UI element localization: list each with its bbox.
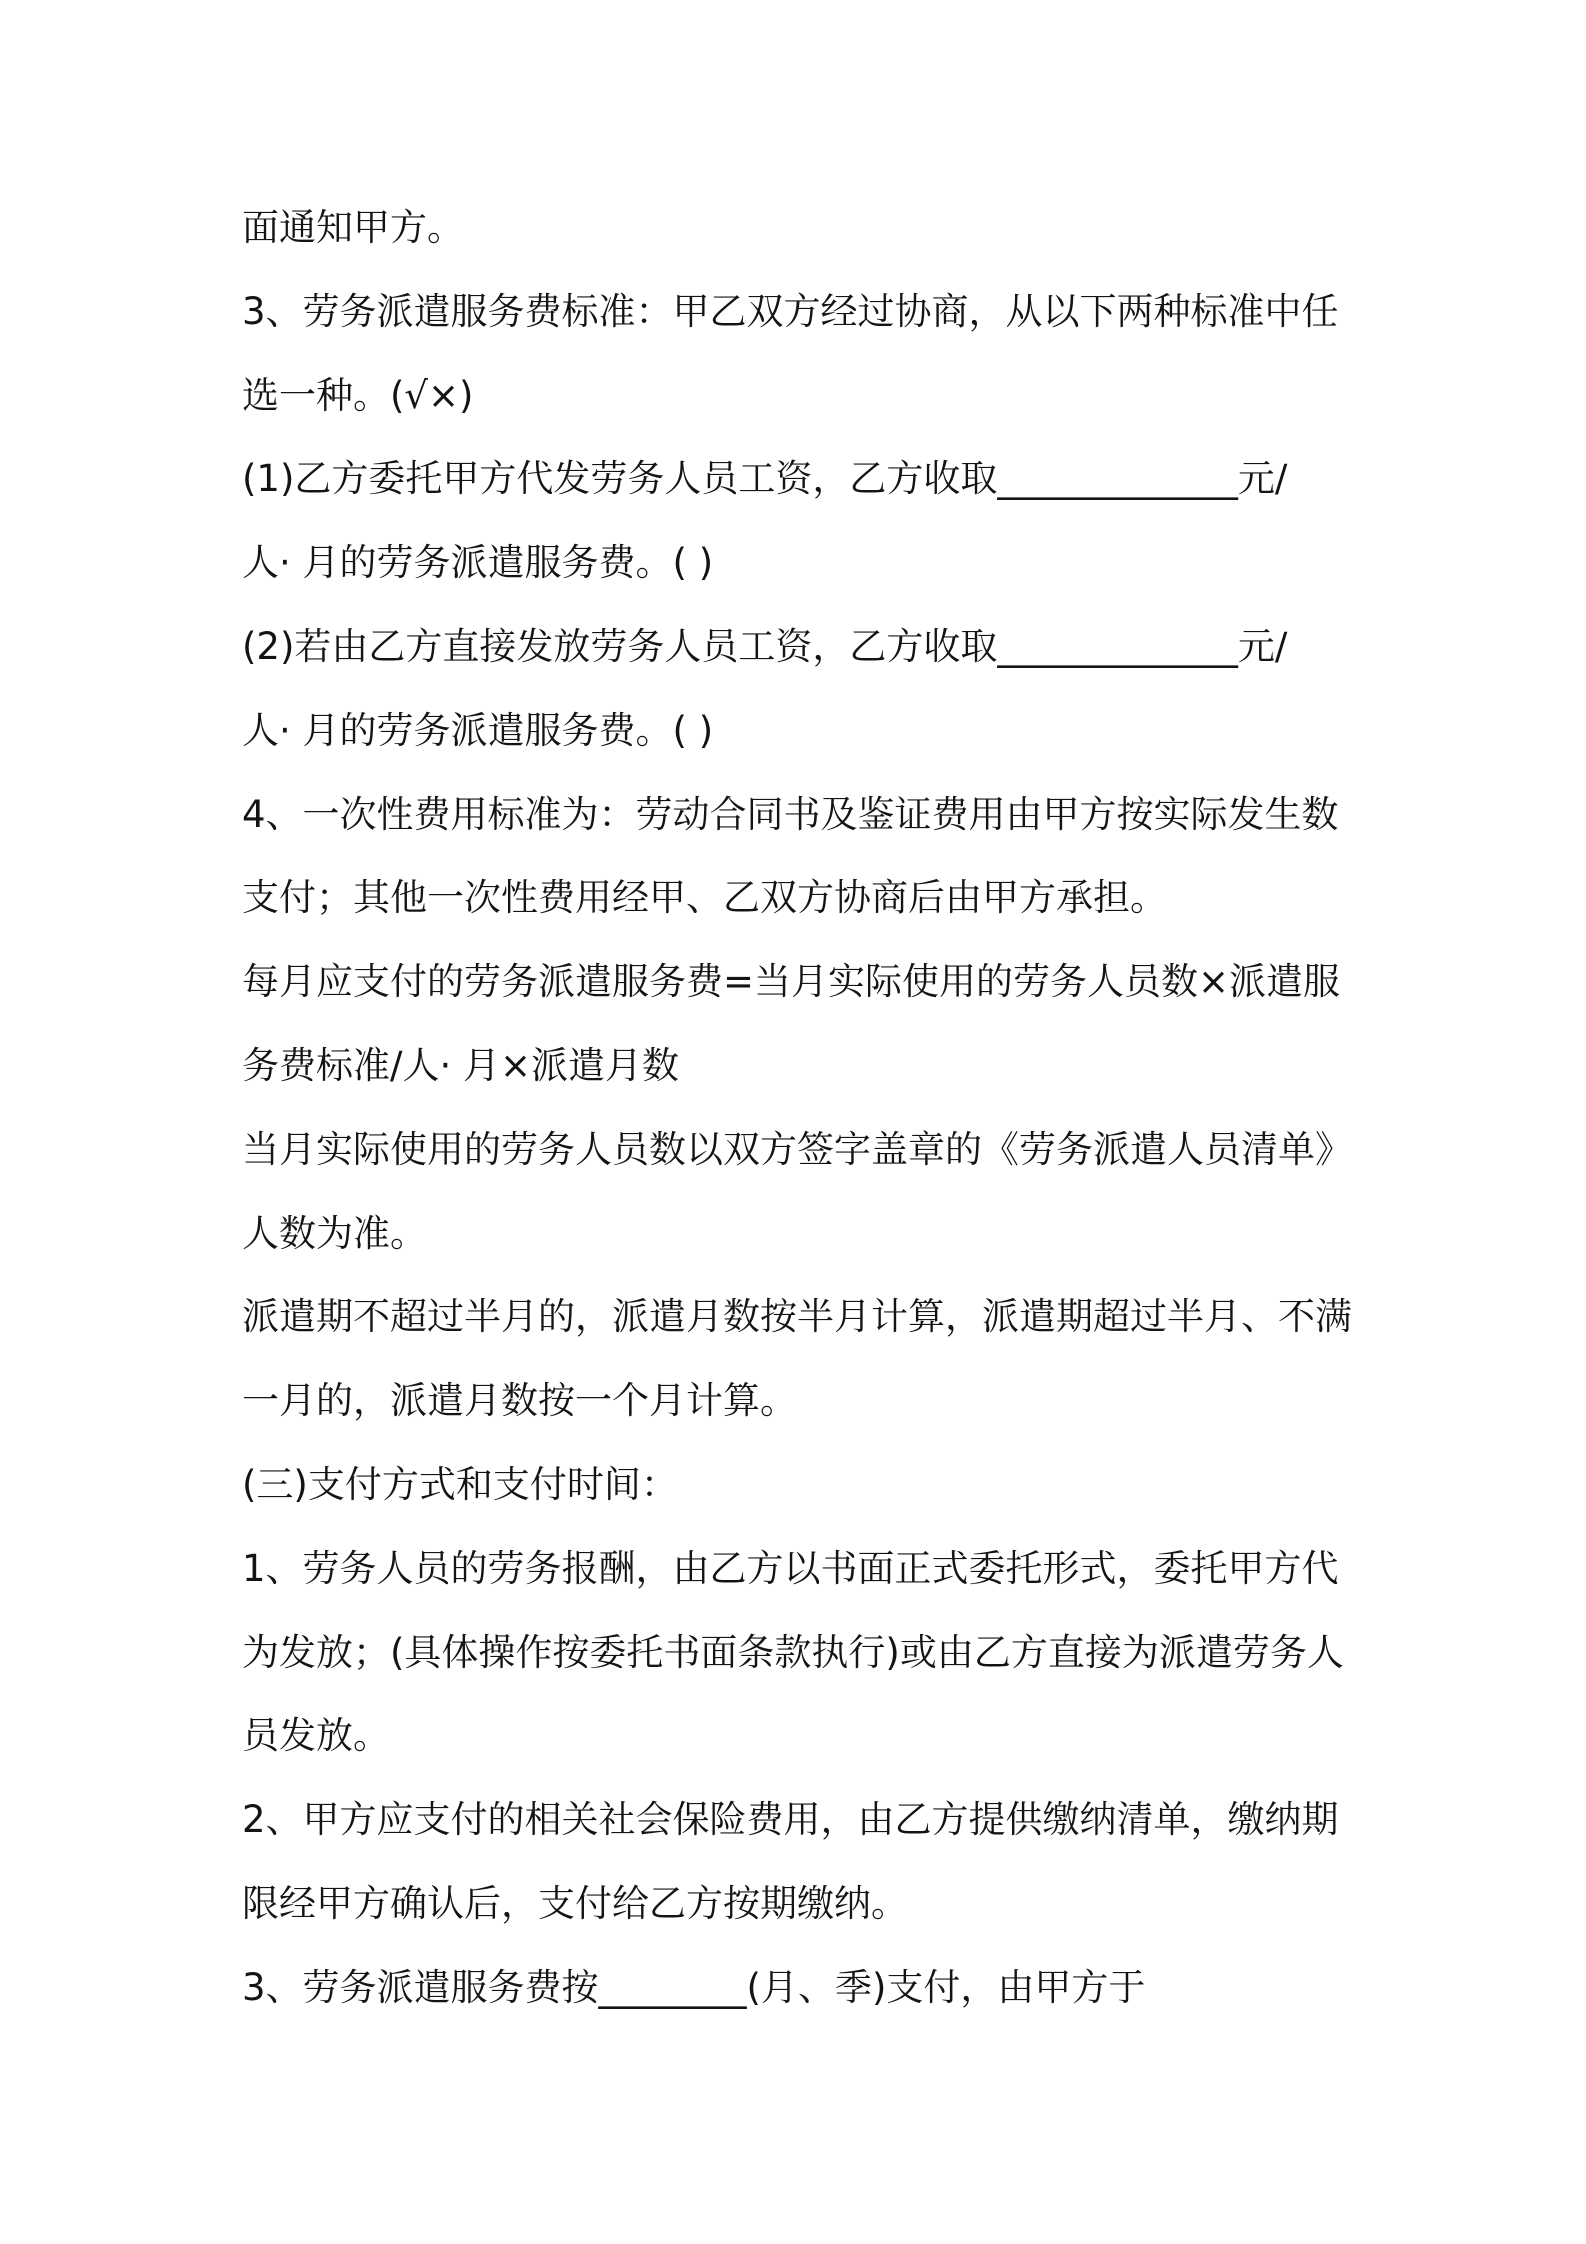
text-line: 4、一次性费用标准为：劳动合同书及鉴证费用由甲方按实际发生数 <box>242 792 1339 836</box>
text-line: 当月实际使用的劳务人员数以双方签字盖章的《劳务派遣人员清单》 <box>242 1127 1352 1171</box>
text-line: 派遣期不超过半月的，派遣月数按半月计算，派遣期超过半月、不满 <box>242 1295 1352 1339</box>
text-line: (1)乙方委托甲方代发劳务人员工资，乙方收取_____________元/ <box>242 457 1288 501</box>
text-line: 人· 月的劳务派遣服务费。( ) <box>242 708 714 752</box>
text-line: (2)若由乙方直接发放劳务人员工资，乙方收取_____________元/ <box>242 624 1288 668</box>
text-line: 限经甲方确认后，支付给乙方按期缴纳。 <box>242 1881 908 1925</box>
text-line: 支付；其他一次性费用经甲、乙双方协商后由甲方承担。 <box>242 876 1167 920</box>
text-line: 务费标准/人· 月×派遣月数 <box>242 1043 679 1087</box>
text-line: 3、劳务派遣服务费按________(月、季)支付，由甲方于 <box>242 1965 1146 2009</box>
text-line: 每月应支付的劳务派遣服务费=当月实际使用的劳务人员数×派遣服 <box>242 960 1341 1004</box>
text-line: 2、甲方应支付的相关社会保险费用，由乙方提供缴纳清单，缴纳期 <box>242 1798 1339 1842</box>
text-line: 3、劳务派遣服务费标准：甲乙双方经过协商，从以下两种标准中任 <box>242 289 1339 333</box>
text-line: 员发放。 <box>242 1714 390 1758</box>
section-heading: (三)支付方式和支付时间： <box>242 1462 678 1506</box>
text-line: 一月的，派遣月数按一个月计算。 <box>242 1379 797 1423</box>
text-line: 人· 月的劳务派遣服务费。( ) <box>242 541 714 585</box>
text-line: 为发放；(具体操作按委托书面条款执行)或由乙方直接为派遣劳务人 <box>242 1630 1344 1674</box>
text-line: 选一种。(√×) <box>242 373 474 417</box>
document-body <box>242 186 1442 2030</box>
text-line: 1、劳务人员的劳务报酬，由乙方以书面正式委托形式，委托甲方代 <box>242 1546 1339 1590</box>
text-line: 面通知甲方。 <box>242 206 464 249</box>
text-line: 人数为准。 <box>242 1211 427 1255</box>
